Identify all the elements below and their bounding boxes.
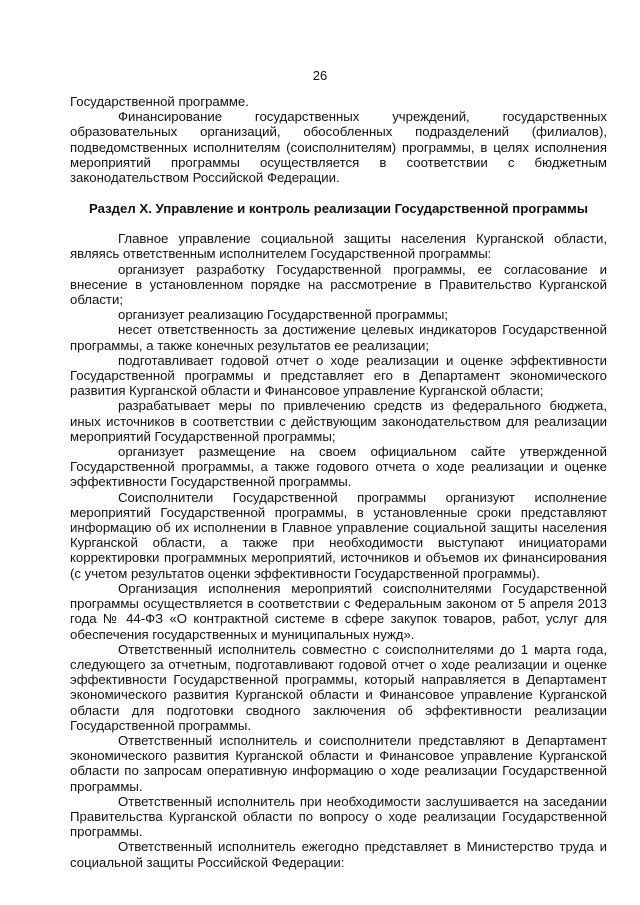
section-title: Раздел X. Управление и контроль реализации Государственной программы <box>88 201 588 217</box>
paragraph: организует разработку Государственной программы, ее согласование и внесение в установленном порядке на рассмотрение в Правительство Курганской области; <box>70 261 607 308</box>
paragraph: Ответственный исполнитель при необходимости заслушивается на заседании Правительства Курганской области по вопросу о ходе реализации Государственной программы. <box>70 793 607 840</box>
page-number: 26 <box>312 68 328 83</box>
paragraph: Ответственный исполнитель совместно с соисполнителями до 1 марта года, следующего за отчетным, подготавливают годовой отчет о ходе реализации и оценке эффективности Государственной программы, который направляется в Департамент экономического развития Курганской области и Финансовое управление Курганской области для подготовки сводного заключения об эффективности реализации Государственной программы. <box>70 641 607 733</box>
document-body <box>70 94 607 870</box>
paragraph: организует размещение на своем официальном сайте утвержденной Государственной программы, а также годового отчета о ходе реализации и оценке эффективности Государственной программы. <box>70 444 607 490</box>
paragraph: Ответственный исполнитель ежегодно представляет в Министерство труда и социальной защиты Российской Федерации: <box>70 839 607 870</box>
paragraph: Ответственный исполнитель и соисполнители представляют в Департамент экономического развития Курганской области и Финансовое управление Курганской области по запросам оперативную информацию о ходе реализации Государственной программы. <box>70 732 607 794</box>
paragraph: Финансирование государственных учреждений, государственных образовательных организаций, обособленных подразделений (филиалов), подведомственных исполнителям (соисполнителям) программы, в целях исполнения мероприятий программы осуществляется в соответствии с бюджетным законодательством Российской Федерации. <box>70 109 607 186</box>
paragraphs-after-section <box>70 231 607 870</box>
paragraph: Главное управление социальной защиты населения Курганской области, являясь ответственным исполнителем Государственной программы: <box>70 231 607 262</box>
paragraph: подготавливает годовой отчет о ходе реализации и оценке эффективности Государственной программы и представляет его в Департамент экономического развития Курганской области и Финансовое управление Курганской области; <box>70 352 607 399</box>
paragraph: Государственной программе. <box>70 94 249 109</box>
paragraph: организует реализацию Государственной программы; <box>118 307 449 323</box>
paragraph: Соисполнители Государственной программы организуют исполнение мероприятий Государственной программы, в установленные сроки представляют информацию об их исполнении в Главное управление социальной защиты населения Курганской области, а также при необходимости выступают инициаторами корректировки программных мероприятий, источников и объемов их финансирования (с учетом результатов оценки эффективности Государственной программы). <box>70 489 607 581</box>
paragraph: несет ответственность за достижение целевых индикаторов Государственной программы, а также конечных результатов ее реализации; <box>70 322 607 353</box>
paragraphs-before-section <box>70 94 607 185</box>
paragraph: разрабатывает меры по привлечению средств из федерального бюджета, иных источников в соответствии с действующим законодательством для реализации мероприятий Государственной программы; <box>70 398 607 444</box>
paragraph: Организация исполнения мероприятий соисполнителями Государственной программы осуществляется в соответствии с Федеральным законом от 5 апреля 2013 года № 44-ФЗ «О контрактной системе в сфере закупок товаров, работ, услуг для обеспечения государственных и муниципальных нужд». <box>70 580 607 642</box>
